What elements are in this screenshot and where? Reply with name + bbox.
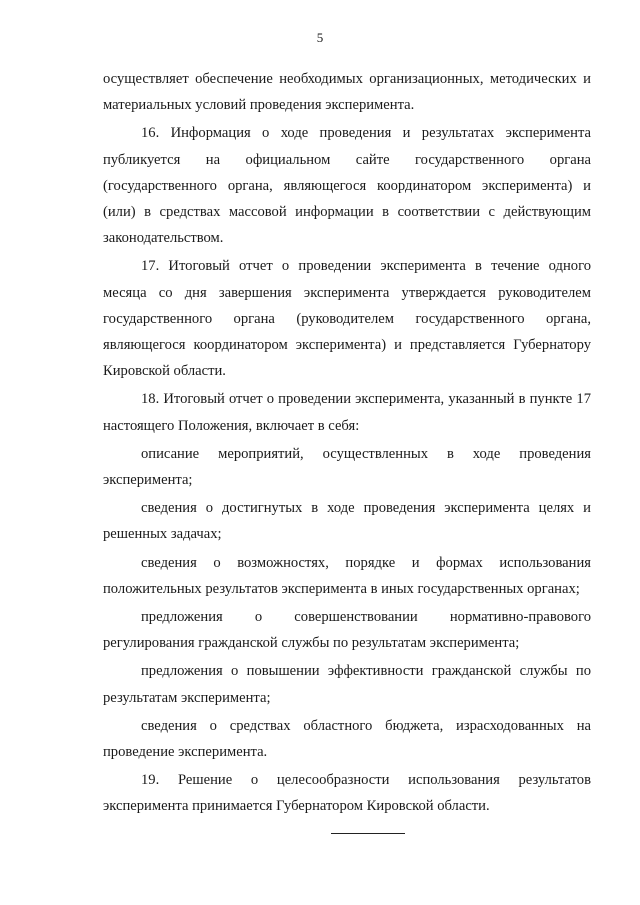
list-item-regulation: предложения о совершенствовании нормативно-правового регулирования гражданской службы по результатам эксперимента;	[103, 609, 591, 652]
paragraph-19: 19. Решение о целесообразности использования результатов эксперимента принимается Губернатором Кировской области.	[103, 772, 591, 815]
paragraph-18: 18. Итоговый отчет о проведении эксперимента, указанный в пункте 17 настоящего Положения, включает в себя:	[103, 391, 591, 434]
paragraph-17: 17. Итоговый отчет о проведении эксперимента в течение одного месяца со дня завершения эксперимента утверждается руководителем государственного органа (руководителем государственного органа, являющегося координатором эксперимента) и представляется Губернатору Кировской области.	[103, 258, 591, 380]
paragraph-16: 16. Информация о ходе проведения и результатах эксперимента публикуется на официальном сайте государственного органа (государственного органа, являющегося координатором эксперимента) и (или) в средствах массовой информации в соответствии с действующим законодательством.	[103, 125, 591, 247]
end-divider	[331, 833, 405, 834]
list-item-budget: сведения о средствах областного бюджета, израсходованных на проведение эксперимента.	[103, 717, 591, 761]
list-item-possibilities: сведения о возможностях, порядке и формах использования положительных результатов эксперимента в иных государственных органах;	[103, 554, 591, 597]
page-number: 5	[316, 30, 324, 45]
list-item-efficiency: предложения о повышении эффективности гражданской службы по результатам эксперимента;	[103, 663, 591, 706]
document-body	[103, 66, 591, 820]
list-item-goals: сведения о достигнутых в ходе проведения эксперимента целях и решенных задачах;	[103, 500, 591, 543]
list-item-description: описание мероприятий, осуществленных в ходе проведения эксперимента;	[103, 445, 591, 489]
paragraph-continuation: осуществляет обеспечение необходимых организационных, методических и материальных условий проведения эксперимента.	[103, 71, 591, 114]
